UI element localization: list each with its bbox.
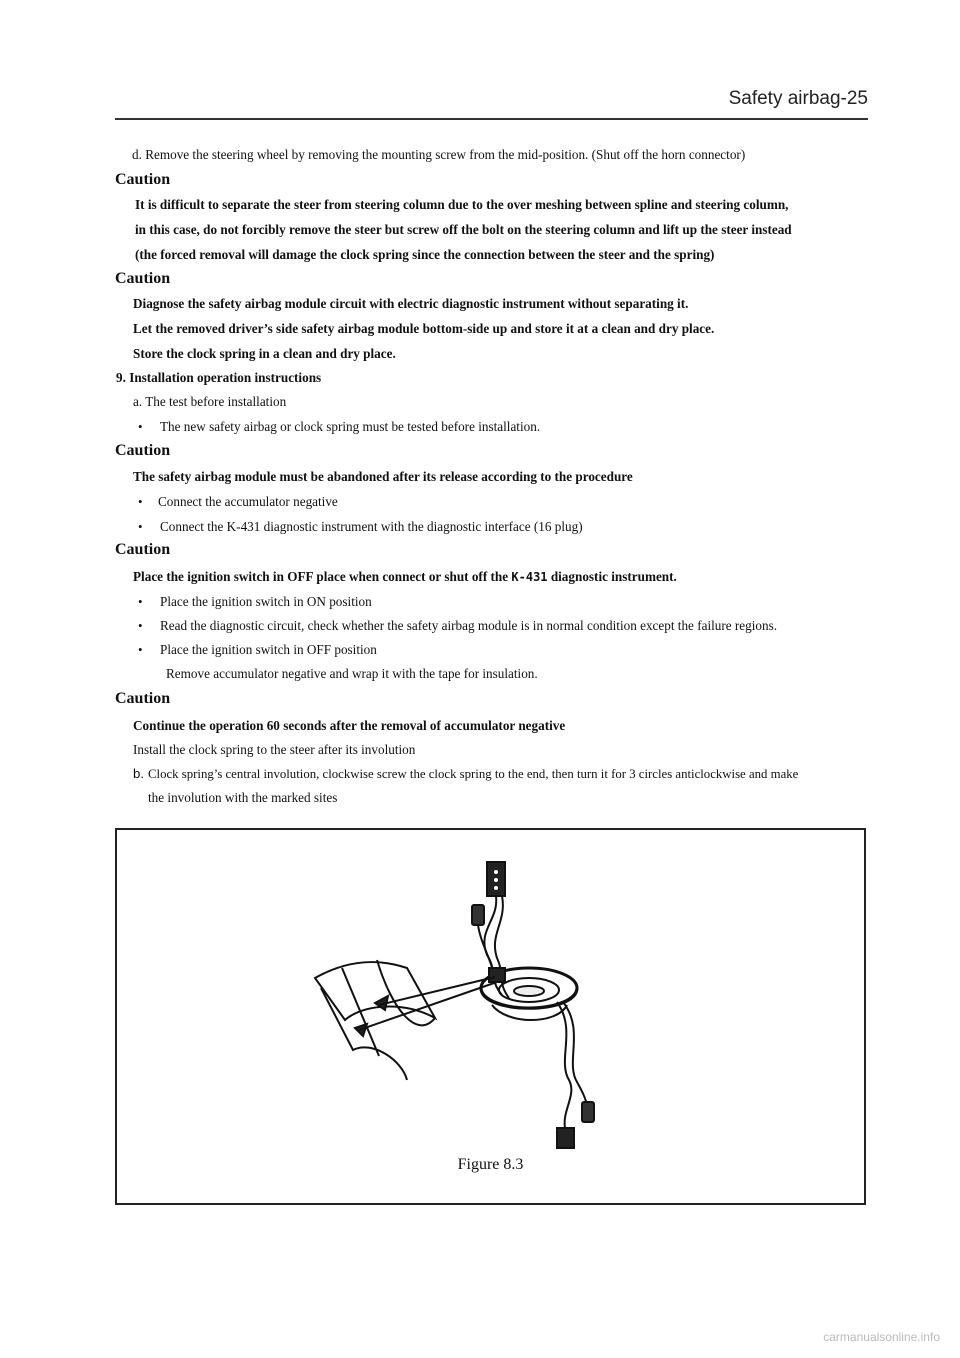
- caution-3-line-1: The safety airbag module must be abandoned after its release according to the procedure: [133, 469, 633, 484]
- caution-2-line-1: Diagnose the safety airbag module circuit with electric diagnostic instrument without separating it.: [133, 296, 689, 311]
- caution-4-line-1: [133, 569, 677, 585]
- watermark-footer: carmanualsonline.info: [823, 1330, 940, 1344]
- caution-5-line-1: Continue the operation 60 seconds after the removal of accumulator negative: [133, 718, 566, 733]
- step-b-line-2: the involution with the marked sites: [148, 790, 338, 805]
- figure-frame: [115, 828, 866, 1205]
- caution-1-line-3: (the forced removal will damage the clock spring since the connection between the steer and the spring): [135, 247, 715, 262]
- bullet-test-text: The new safety airbag or clock spring must be tested before installation.: [160, 419, 541, 434]
- caution-2-line-3: Store the clock spring in a clean and dry place.: [133, 346, 396, 361]
- step-b-line-1: Clock spring’s central involution, clockwise screw the clock spring to the end, then turn it for 3 circles anticlockwise and make: [148, 767, 799, 781]
- caution-heading-4: Caution: [115, 541, 171, 558]
- bottom-connector-shape: [557, 1128, 574, 1148]
- bullet-icon: •: [138, 419, 143, 434]
- bullet-icon: •: [138, 494, 143, 509]
- step-d-text: d. Remove the steering wheel by removing the mounting screw from the mid-position. (Shut off the horn connector): [132, 147, 746, 162]
- figure-caption: Figure 8.3: [457, 1156, 524, 1173]
- bullet-on-text: Place the ignition switch in ON position: [160, 594, 372, 609]
- bullet-icon: •: [138, 642, 143, 657]
- bullet-read-text: Read the diagnostic circuit, check whether the safety airbag module is in normal condition except the failure regions.: [160, 618, 778, 633]
- caution-heading-3: Caution: [115, 442, 171, 459]
- bullet-off-text: Place the ignition switch in OFF position: [160, 642, 377, 657]
- bottom-plug-shape: [582, 1102, 594, 1122]
- clock-spring-illustration: [117, 830, 868, 1207]
- small-plug-shape: [472, 905, 484, 925]
- bullet-icon: •: [138, 618, 143, 633]
- page-header: [115, 88, 868, 120]
- install-clock-spring-text: Install the clock spring to the steer after its involution: [133, 742, 416, 757]
- k431-code: K-431: [511, 570, 548, 584]
- step-b-label: b.: [133, 766, 144, 781]
- bullet-k431-text: Connect the K-431 diagnostic instrument with the diagnostic interface (16 plug): [160, 519, 583, 534]
- caution-4-text-end: diagnostic instrument.: [547, 569, 677, 584]
- caution-1-line-1: It is difficult to separate the steer from steering column due to the over meshing between spline and steering column,: [135, 197, 789, 212]
- page-title: Safety airbag-25: [728, 88, 868, 109]
- step-a-text: a. The test before installation: [133, 394, 287, 409]
- remove-negative-text: Remove accumulator negative and wrap it with the tape for insulation.: [166, 666, 538, 681]
- caution-heading-5: Caution: [115, 690, 171, 707]
- caution-4-text-start: Place the ignition switch in OFF place when connect or shut off the: [133, 569, 512, 584]
- section-9-heading: 9. Installation operation instructions: [116, 370, 322, 385]
- caution-1-line-2: in this case, do not forcibly remove the steer but screw off the bolt on the steering column and lift up the steer instead: [135, 222, 792, 237]
- bullet-icon: •: [138, 519, 143, 534]
- bullet-icon: •: [138, 594, 143, 609]
- caution-heading-1: Caution: [115, 171, 171, 188]
- caution-heading-2: Caution: [115, 270, 171, 287]
- caution-2-line-2: Let the removed driver’s side safety airbag module bottom-side up and store it at a clean and dry place.: [133, 321, 715, 336]
- bullet-accumulator-text: Connect the accumulator negative: [158, 494, 338, 509]
